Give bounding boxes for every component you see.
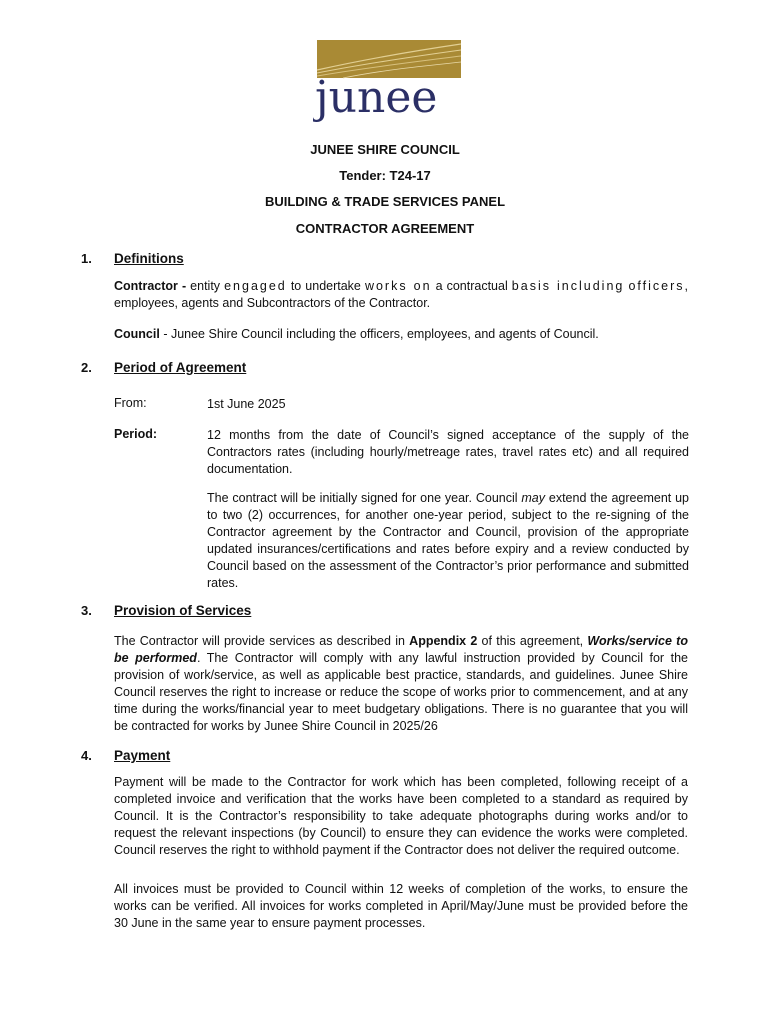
agreement-title: CONTRACTOR AGREEMENT xyxy=(295,221,475,236)
logo-wordmark: junee xyxy=(315,72,438,123)
section-1-heading: Definitions xyxy=(114,251,184,266)
contractor-definition: Contractor - entity engaged to undertake works on a contractual basis including officers, employees, agents and Subcontractors of the Contractor. xyxy=(114,279,688,310)
section-3-heading: Provision of Services xyxy=(114,603,252,618)
council-definition: Council - Junee Shire Council including the officers, employees, and agents of Council. xyxy=(114,327,599,341)
period-label: Period: xyxy=(114,427,158,441)
section-1-number: 1. xyxy=(81,251,92,266)
works-ref: Works/service to be performed xyxy=(114,634,688,665)
council-term: Council xyxy=(114,327,160,341)
panel-title: BUILDING & TRADE SERVICES PANEL xyxy=(264,194,506,209)
from-value: 1st June 2025 xyxy=(207,397,286,411)
from-label: From: xyxy=(114,396,147,410)
junee-logo xyxy=(313,40,463,130)
junee-logo-graphic xyxy=(313,40,463,130)
period-value: 12 months from the date of Council’s signed acceptance of the supply of the Contractors rates (including hourly/metreage rates, travel rates etc) and all required documentation. xyxy=(207,428,689,476)
tender-number: Tender: T24-17 xyxy=(339,168,431,183)
council-name: JUNEE SHIRE COUNCIL xyxy=(310,142,460,157)
section-2-heading: Period of Agreement xyxy=(114,360,247,375)
section-3-number: 3. xyxy=(81,603,92,618)
section-4-heading: Payment xyxy=(114,748,171,763)
section-2-number: 2. xyxy=(81,360,92,375)
section-4-number: 4. xyxy=(81,748,92,763)
provision-paragraph: The Contractor will provide services as described in Appendix 2 of this agreement, Works/service to be performed. The Contractor will comply with any lawful instruction provided by Council for the provision of work/service, as well as applicable best practice, standards, and guidelines. Junee Shire Council reserves the right to increase or reduce the scope of works prior to commencement, and at any time during the works/financial year to meet budgetary obligations. There is no guarantee that you will be contracted for works by Junee Shire Council in 2025/26 xyxy=(114,634,688,733)
payment-paragraph-1: Payment will be made to the Contractor for work which has been completed, following receipt of a completed invoice and verification that the works have been completed to a standard as required by Council. It is the Contractor’s responsibility to take adequate photographs during works and/or to request the relevant inspections (by Council) to ensure they can evidence the works were completed. Council reserves the right to withhold payment if the Contractor does not deliver the required outcome. xyxy=(114,775,688,857)
extension-clause: The contract will be initially signed for one year. Council may extend the agreement up to two (2) occurrences, for another one-year period, subject to the re-signing of the Contractor agreement by the Contractor and Council, provision of the appropriate updated insurances/certifications and rates before expiry and a review conducted by Council based on the assessment of the Contractor’s prior performance and submitted rates. xyxy=(207,491,690,590)
payment-paragraph-2: All invoices must be provided to Council within 12 weeks of completion of the works, to ensure the works can be verified. All invoices for works completed in April/May/June must be provided before the 30 June in the same year to ensure payment processes. xyxy=(114,882,688,930)
contractor-term: Contractor - xyxy=(114,279,187,293)
appendix-ref: Appendix 2 xyxy=(409,634,478,648)
